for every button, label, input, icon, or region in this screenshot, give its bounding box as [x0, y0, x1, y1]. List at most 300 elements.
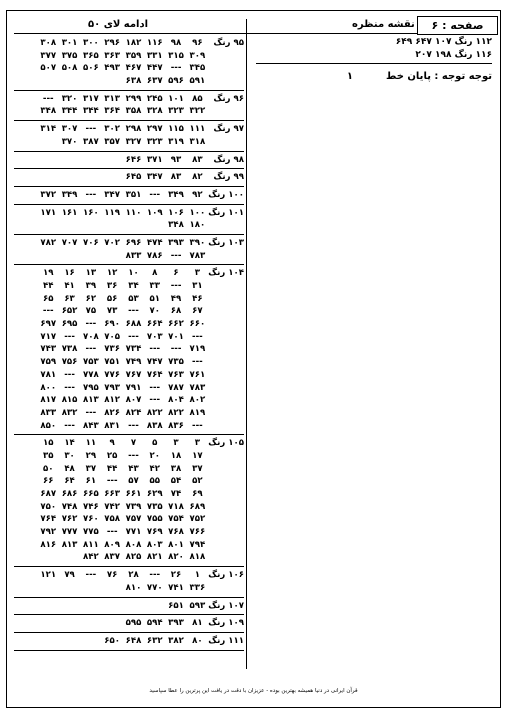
number-list — [165, 219, 208, 232]
number-row — [14, 280, 244, 293]
number-cell: ۸۰ — [192, 635, 203, 646]
number-cell: ۳۳۱ — [146, 50, 163, 61]
number-cell: ۳۵۹ — [125, 50, 142, 61]
number-cell: ۳۷۰ — [61, 136, 78, 147]
number-cell: ۸۱۳ — [82, 395, 99, 406]
number-cell: --- — [149, 189, 161, 200]
number-list — [38, 123, 208, 136]
number-cell: ۹۸ — [170, 38, 182, 48]
right-header-rule — [246, 33, 418, 34]
color-section — [14, 189, 244, 205]
number-list — [38, 526, 208, 539]
number-list — [38, 369, 208, 382]
number-list — [38, 93, 208, 106]
label-spacer — [208, 136, 244, 149]
end-of-line-note — [252, 70, 492, 83]
number-cell: ۱۱۹ — [104, 207, 121, 218]
number-cell: ۳۷ — [192, 463, 203, 474]
number-cell: ۶۶۳ — [104, 489, 121, 499]
number-row — [14, 475, 244, 488]
number-cell: ۵۹۴ — [146, 618, 163, 629]
label-spacer — [208, 513, 244, 526]
number-cell: --- — [192, 331, 203, 342]
color-label: ۹۶ رنگ — [213, 93, 244, 104]
number-row — [14, 171, 244, 184]
label-spacer — [208, 305, 244, 318]
number-cell: ۲۹ — [85, 450, 97, 461]
number-cell: --- — [192, 357, 203, 368]
number-row — [14, 105, 244, 118]
label-spacer — [208, 582, 244, 595]
number-cell: ۸۱۵ — [61, 395, 78, 406]
number-cell: ۷۵۹ — [40, 357, 57, 368]
number-cell: --- — [128, 420, 139, 431]
number-cell: ۳۵۷ — [104, 136, 121, 147]
number-cell: ۳۴۸ — [168, 220, 184, 231]
number-cell: ۶۸۶ — [61, 489, 78, 499]
number-cell: ۴۸ — [64, 463, 75, 474]
number-cell: ۷۴۹ — [125, 357, 142, 368]
number-cell: ۹ — [109, 438, 115, 449]
number-list — [123, 75, 208, 88]
number-list — [38, 343, 208, 356]
number-list — [38, 293, 208, 306]
number-cell: ۵۷ — [128, 476, 139, 487]
number-cell: ۸۱۱ — [82, 539, 99, 550]
number-cell: ۳۴۷ — [104, 189, 121, 200]
number-cell: ۱۱ — [85, 438, 97, 449]
number-cell: ۱۵ — [43, 438, 54, 449]
number-list — [38, 463, 208, 476]
number-cell: ۵۹۶ — [168, 76, 184, 87]
number-cell: ۸۰۳ — [146, 539, 163, 550]
number-cell: ۵۹۳ — [189, 600, 206, 611]
right-line: ۱۱۲ رنگ ۱۰۷ ۶۴۷ ۶۴۹ — [395, 37, 492, 47]
number-cell: ۳۹ — [85, 281, 97, 291]
number-cell: ۸۰۴ — [168, 395, 184, 406]
number-cell: ۵۹۵ — [125, 618, 142, 629]
label-spacer — [208, 551, 244, 564]
number-cell: ۹۶ — [192, 38, 203, 48]
number-cell: ۳۴۹ — [61, 189, 78, 200]
number-row — [14, 617, 244, 630]
number-cell: ۸۲۲ — [168, 407, 184, 418]
number-cell: ۷۶۶ — [189, 527, 206, 538]
number-cell: ۷۴۱ — [168, 582, 184, 593]
number-cell: ۳۰۸ — [40, 38, 57, 48]
number-cell: ۳۷۷ — [40, 50, 57, 61]
number-cell: ۳۵ — [43, 450, 54, 461]
number-cell: ۱۰۶ — [168, 207, 184, 218]
number-cell: --- — [85, 124, 97, 135]
number-cell: ۷۹ — [64, 570, 75, 581]
number-cell: ۷۵۲ — [189, 514, 206, 525]
number-cell: ۳۲۸ — [146, 106, 163, 117]
number-cell: ۷۹۱ — [125, 382, 142, 393]
number-list — [38, 437, 208, 450]
number-cell: --- — [106, 527, 118, 538]
number-cell: ۷۶۲ — [61, 514, 78, 525]
number-cell: ۱۰۹ — [146, 207, 163, 218]
number-list — [38, 50, 208, 63]
number-cell: ۳۰۲ — [104, 124, 121, 135]
number-list — [38, 501, 208, 514]
number-cell: ۶۵۰ — [104, 635, 121, 646]
number-cell: ۳۱۷ — [82, 93, 99, 104]
number-cell: ۷۸۳ — [189, 382, 206, 393]
right-line: ۱۱۶ رنگ ۱۹۸ ۲۰۷ — [415, 50, 492, 60]
color-label: ۱۰۷ رنگ — [208, 600, 244, 611]
number-cell: ۵۰ — [43, 463, 54, 474]
number-cell: ۵۲ — [192, 476, 203, 487]
color-section — [14, 437, 244, 567]
number-cell: ۸۲۱ — [146, 552, 163, 563]
right-rule — [256, 63, 492, 64]
number-cell: ۳۴۴ — [61, 106, 78, 117]
number-cell: ۷۸۱ — [40, 369, 57, 380]
number-cell: ۴۴ — [43, 281, 54, 291]
number-cell: ۳۴۷ — [146, 172, 163, 183]
number-cell: ۳۰ — [64, 450, 75, 461]
label-spacer — [208, 539, 244, 552]
number-cell: ۱ — [194, 570, 200, 581]
number-cell: --- — [106, 476, 118, 487]
number-cell: ۸۲۴ — [125, 407, 142, 418]
number-cell: ۷۵ — [85, 306, 97, 317]
number-cell: ۲۹۹ — [125, 93, 142, 104]
number-cell: ۲۹۶ — [104, 38, 121, 48]
number-cell: ۸۱۹ — [189, 407, 206, 418]
color-label: ۱۱۱ رنگ — [208, 635, 244, 646]
number-list — [123, 154, 208, 167]
number-row — [14, 93, 244, 106]
number-cell: ۷۰۵ — [104, 331, 121, 342]
number-cell: ۱۶ — [64, 268, 75, 279]
number-row — [14, 136, 244, 149]
number-cell: ۷۹۴ — [189, 539, 206, 550]
number-cell: ۷۴۲ — [104, 501, 121, 512]
number-cell: ۷۶۴ — [146, 369, 163, 380]
number-cell: ۷۹۲ — [40, 527, 57, 538]
number-cell: ۶۳ — [64, 293, 75, 304]
number-cell: ۸۲۰ — [168, 552, 184, 563]
number-cell: ۳۷۵ — [61, 50, 78, 61]
number-row — [14, 450, 244, 463]
number-cell: ۷۶۰ — [82, 514, 99, 525]
number-cell: ۱۲۱ — [40, 570, 57, 581]
number-cell: --- — [170, 63, 182, 74]
color-label: ۱۰۵ رنگ — [208, 438, 244, 449]
page-number-box — [417, 16, 498, 35]
number-cell: ۳۴۹ — [168, 189, 184, 200]
number-cell: ۵۰۷ — [40, 63, 57, 74]
number-row — [14, 250, 244, 263]
number-row — [14, 293, 244, 306]
number-cell: ۷۸۳ — [189, 250, 206, 261]
map-title: نقشه منظره — [352, 19, 415, 30]
page-number-label: صفحه : ۶ — [431, 19, 484, 32]
number-cell: ۲۹۷ — [146, 124, 163, 135]
number-cell: ۸۳۳ — [40, 407, 57, 418]
color-section — [14, 237, 244, 265]
number-cell: ۶۱ — [85, 476, 97, 487]
number-cell: ۶۹۶ — [125, 237, 142, 248]
number-cell: ۷۵۳ — [82, 357, 99, 368]
number-row — [14, 420, 244, 433]
number-cell: ۷۵۶ — [61, 357, 78, 368]
color-label: ۱۰۴ رنگ — [208, 268, 244, 279]
number-cell: ۷۱۹ — [189, 344, 206, 355]
number-cell: ۶۵۱ — [168, 600, 184, 611]
number-cell: --- — [42, 306, 54, 317]
number-cell: ۶۶۴ — [146, 319, 163, 330]
number-cell: --- — [85, 344, 97, 355]
number-cell: ۸۴۳ — [82, 420, 99, 431]
number-cell: ۶۸۹ — [189, 501, 206, 512]
number-cell: ۸۱ — [192, 618, 203, 629]
number-cell: ۶۵۲ — [61, 306, 78, 317]
number-cell: ۸۱۰ — [125, 582, 142, 593]
number-cell: ۳۶ — [106, 281, 118, 291]
number-cell: ۳۴ — [128, 281, 139, 291]
color-section — [14, 635, 244, 651]
number-cell: --- — [64, 420, 75, 431]
number-cell: ۶۹ — [192, 489, 203, 499]
number-cell: ۳۷۲ — [40, 189, 57, 200]
number-cell: ۷۳ — [106, 306, 118, 317]
number-cell: ۵ — [152, 438, 158, 449]
label-spacer — [208, 75, 244, 88]
number-cell: ۲۴۵ — [146, 93, 163, 104]
number-cell: ۵۴ — [170, 476, 182, 487]
number-list — [59, 136, 208, 149]
number-cell: ۶۴۸ — [125, 635, 142, 646]
number-cell: ۷۴۷ — [146, 357, 163, 368]
color-section — [14, 617, 244, 633]
color-section — [14, 267, 244, 435]
note-text: توجه توجه : پایان خط — [386, 71, 492, 82]
number-cell: ۳۴۵ — [189, 63, 206, 74]
number-cell: ۳۱۳ — [104, 93, 121, 104]
number-cell: ۸۳۸ — [146, 420, 163, 431]
number-cell: ۷۳۵ — [168, 357, 184, 368]
number-list — [38, 37, 208, 50]
number-list — [38, 569, 208, 582]
number-cell: ۱۶۱ — [61, 207, 78, 218]
number-cell: ۴۹ — [170, 293, 182, 304]
number-cell: ۸۳۶ — [168, 420, 184, 431]
number-row — [14, 551, 244, 564]
number-cell: ۵۰۶ — [82, 63, 99, 74]
label-spacer — [208, 280, 244, 293]
number-cell: ۴۴ — [106, 463, 118, 474]
number-row — [14, 331, 244, 344]
number-cell: ۷۴۶ — [82, 501, 99, 512]
footer-note: قرآن ایرانی در دنیا همیشه بهترین بوده - عزیزان با دقت در یافت این پرترین را عطا سپاسید — [149, 688, 358, 694]
number-cell: ۶۳۷ — [146, 76, 163, 87]
number-cell: --- — [85, 189, 97, 200]
number-cell: ۳۶۳ — [104, 50, 121, 61]
number-row — [14, 343, 244, 356]
number-cell: ۲۸ — [128, 570, 139, 581]
number-row — [14, 50, 244, 63]
number-cell: ۳۵۸ — [125, 106, 142, 117]
number-row — [14, 600, 244, 613]
number-list — [38, 420, 208, 433]
number-list — [38, 394, 208, 407]
number-row — [14, 37, 244, 50]
number-list — [38, 513, 208, 526]
color-label: ۹۵ رنگ — [213, 38, 244, 48]
number-cell: ۳۳ — [149, 281, 160, 291]
number-list — [165, 600, 208, 613]
number-cell: ۶۳۸ — [125, 76, 142, 87]
number-cell: ۸۲۲ — [146, 407, 163, 418]
number-cell: ۶۵ — [43, 293, 54, 304]
label-spacer — [208, 450, 244, 463]
number-row — [14, 501, 244, 514]
number-row — [14, 219, 244, 232]
number-cell: ۸۲۵ — [125, 552, 142, 563]
number-cell: ۳۴۸ — [40, 106, 57, 117]
number-cell: ۷۸۷ — [168, 382, 184, 393]
number-cell: ۳۸۲ — [168, 635, 184, 646]
number-cell: ۳۰۰ — [82, 38, 99, 48]
number-cell: ۱۰۰ — [189, 207, 206, 218]
number-cell: ۹۲ — [192, 189, 203, 200]
number-cell: --- — [128, 450, 139, 461]
number-list — [123, 171, 208, 184]
number-row — [14, 382, 244, 395]
number-cell: --- — [64, 382, 75, 393]
number-cell: ۶۸۸ — [125, 319, 142, 330]
number-row — [14, 305, 244, 318]
number-cell: ۸۰۱ — [168, 539, 184, 550]
number-cell: ۵۰۸ — [61, 63, 78, 74]
number-cell: ۷۳۹ — [125, 501, 142, 512]
color-label: ۱۰۶ رنگ — [208, 570, 244, 581]
number-cell: ۷۶۸ — [168, 527, 184, 538]
number-cell: ۷۶۴ — [40, 514, 57, 525]
number-cell: ۵۶ — [106, 293, 118, 304]
color-section — [14, 600, 244, 616]
number-cell: ۸۴۲ — [82, 552, 99, 563]
number-cell: ۶۷ — [192, 306, 203, 317]
label-spacer — [208, 394, 244, 407]
number-cell: ۴۹۳ — [104, 63, 121, 74]
number-list — [123, 617, 208, 630]
number-cell: ۷۰۸ — [82, 331, 99, 342]
color-section — [14, 171, 244, 187]
label-spacer — [208, 369, 244, 382]
number-cell: ۳۲۳ — [146, 136, 163, 147]
number-cell: ۷۵۱ — [104, 357, 121, 368]
number-list — [123, 250, 208, 263]
number-cell: ۳۸۷ — [82, 136, 99, 147]
number-cell: --- — [128, 331, 139, 342]
number-cell: ۳۶۴ — [104, 106, 121, 117]
number-cell: --- — [64, 331, 75, 342]
number-row — [14, 207, 244, 220]
number-cell: ۳۹۳ — [168, 618, 184, 629]
number-cell: ۷۱۸ — [168, 501, 184, 512]
label-spacer — [208, 331, 244, 344]
label-spacer — [208, 463, 244, 476]
number-row — [14, 75, 244, 88]
number-cell: ۴۶ — [192, 293, 203, 304]
number-cell: ۷۷۸ — [82, 369, 99, 380]
number-cell: --- — [128, 306, 139, 317]
label-spacer — [208, 343, 244, 356]
number-row — [14, 569, 244, 582]
number-cell: ۷۷۷ — [61, 527, 78, 538]
number-list — [38, 488, 208, 501]
label-spacer — [208, 62, 244, 75]
number-cell: ۸۰۲ — [189, 395, 206, 406]
number-cell: ۶۲ — [85, 293, 97, 304]
number-cell: ۵۳ — [128, 293, 139, 304]
number-list — [38, 450, 208, 463]
number-list — [38, 382, 208, 395]
left-header-rule — [14, 33, 246, 34]
color-section — [14, 154, 244, 170]
number-cell: ۱۱۰ — [125, 207, 142, 218]
number-cell: ۷۶۹ — [146, 527, 163, 538]
number-cell: ۷۶ — [106, 570, 118, 581]
number-row — [14, 189, 244, 202]
number-cell: ۷ — [130, 438, 137, 449]
number-cell: ۶۶۲ — [168, 319, 184, 330]
number-row — [14, 407, 244, 420]
number-cell: ۶۲۹ — [146, 489, 163, 499]
number-cell: ۸۳ — [170, 172, 182, 183]
number-cell: ۷۰۳ — [146, 331, 163, 342]
label-spacer — [208, 475, 244, 488]
number-cell: ۷۵۸ — [104, 514, 121, 525]
number-list — [38, 105, 208, 118]
color-label: ۹۸ رنگ — [213, 154, 244, 165]
number-cell: ۳۱۴ — [40, 124, 57, 135]
number-list — [38, 475, 208, 488]
number-cell: ۸۲۶ — [104, 407, 121, 418]
number-list — [38, 407, 208, 420]
number-cell: ۷۷۶ — [104, 369, 121, 380]
number-cell: --- — [149, 395, 161, 406]
label-spacer — [208, 293, 244, 306]
number-cell: ۱۱۱ — [189, 124, 206, 135]
number-cell: ۴۱ — [64, 281, 75, 291]
number-cell: ۶۳۲ — [146, 635, 163, 646]
label-spacer — [208, 382, 244, 395]
number-cell: ۷۸۲ — [40, 237, 57, 248]
number-cell: ۱۸۲ — [125, 38, 142, 48]
color-section — [14, 37, 244, 91]
number-list — [38, 62, 208, 75]
number-cell: ۱۸۰ — [189, 220, 206, 231]
number-cell: ۸۳۱ — [104, 420, 121, 431]
number-cell: ۲۶ — [170, 570, 182, 581]
number-cell: ۳۵۱ — [125, 189, 142, 200]
number-cell: ۳۷۱ — [146, 154, 163, 165]
number-row — [14, 513, 244, 526]
number-cell: --- — [170, 344, 182, 355]
number-list — [38, 237, 208, 250]
number-cell: ۳۶۵ — [82, 50, 99, 61]
number-cell: ۱۷ — [192, 450, 203, 461]
number-row — [14, 526, 244, 539]
number-cell: ۸۱۷ — [40, 395, 57, 406]
number-cell: ۳۰۷ — [61, 124, 78, 135]
